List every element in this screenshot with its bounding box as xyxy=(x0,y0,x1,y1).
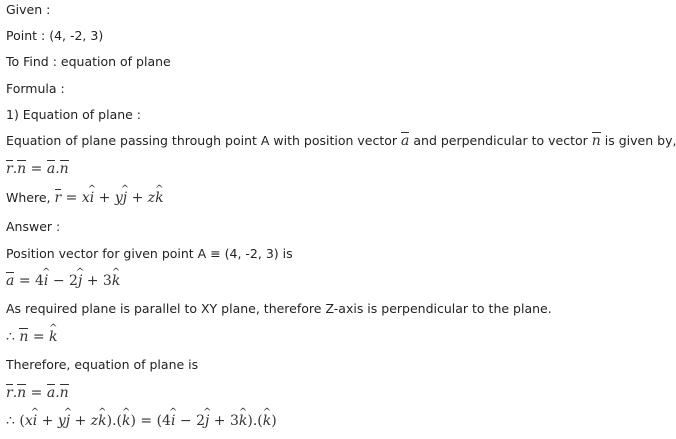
equation-r-dot-n: r.n = a.n xyxy=(6,161,69,177)
n-equals-k: ∴ n = k ^ xyxy=(6,329,58,345)
a-equation: a = 4i ^ − 2j ^ + 3k ^ xyxy=(6,273,120,289)
to-find-line: To Find : equation of plane xyxy=(6,54,171,69)
where-line xyxy=(6,190,164,206)
plane-description xyxy=(6,133,676,149)
formula-item-1: 1) Equation of plane : xyxy=(6,107,142,122)
r-definition: r = xi ^ + yj ^ + zk ^ xyxy=(55,190,164,206)
vector-n-symbol: n xyxy=(591,133,601,149)
formula-heading: Formula : xyxy=(6,81,65,96)
point-line: Point : (4, -2, 3) xyxy=(6,28,104,43)
description-part-2: and perpendicular to vector xyxy=(413,133,588,148)
description-part-1: Equation of plane passing through point A with position vector xyxy=(6,133,398,148)
position-vector-line: Position vector for given point A ≡ (4, -2, 3) is xyxy=(6,246,293,261)
description-part-3: is given by, xyxy=(604,133,676,148)
parallel-statement: As required plane is parallel to XY plane, therefore Z-axis is perpendicular to the plane. xyxy=(6,301,552,316)
final-equation: ∴ (xi ^ + yj ^ + zk ^).(k ^) = (4i ^ − 2j ^ + 3k ^).(k ^) xyxy=(6,413,277,429)
given-heading: Given : xyxy=(6,2,51,17)
therefore-line: Therefore, equation of plane is xyxy=(6,357,199,372)
answer-heading: Answer : xyxy=(6,219,61,234)
where-label: Where, xyxy=(6,190,51,205)
equation-repeat: r.n = a.n xyxy=(6,385,69,401)
vector-a-symbol: a xyxy=(401,133,410,149)
